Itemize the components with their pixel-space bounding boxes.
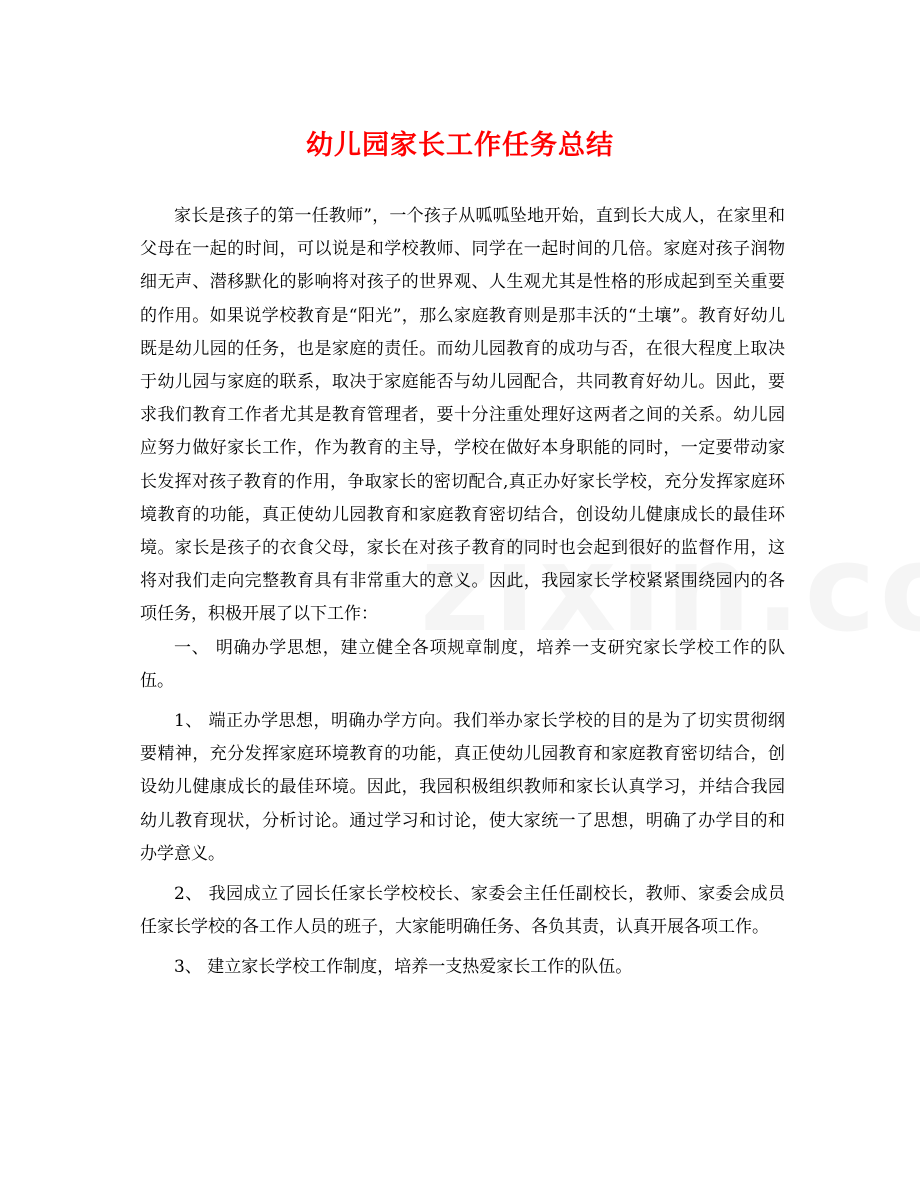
document-body (140, 200, 785, 985)
paragraph-item-3: 3、 建立家长学校工作制度，培养一支热爱家长工作的队伍。 (174, 957, 633, 978)
paragraph-item-2: 2、 我园成立了园长任家长学校校长、家委会主任任副校长，教师、家委会成员任家长学校的各工作人员的班子，大家能明确任务、各负其责，认真开展各项工作。 (140, 884, 785, 938)
paragraph-section-1: 一、 明确办学思想，建立健全各项规章制度，培养一支研究家长学校工作的队伍。 (140, 637, 785, 691)
page-title: 幼儿园家长工作任务总结 (306, 130, 614, 161)
paragraph-intro: 家长是孩子的第一任教师”，一个孩子从呱呱坠地开始，直到长大成人，在家里和父母在一起的时间，可以说是和学校教师、同学在一起时间的几倍。家庭对孩子润物细无声、潜移默化的影响将对孩子的世界观、人生观尤其是性格的形成起到至关重要的作用。如果说学校教育是“阳光”，那么家庭教育则是那丰沃的“土壤”。教育好幼儿既是幼儿园的任务，也是家庭的责任。而幼儿园教育的成功与否，在很大程度上取决于幼儿园与家庭的联系，取决于家庭能否与幼儿园配合，共同教育好幼儿。因此，要求我们教育工作者尤其是教育管理者，要十分注重处理好这两者之间的关系。幼儿园应努力做好家长工作，作为教育的主导，学校在做好本身职能的同时，一定要带动家长发挥对孩子教育的作用，争取家长的密切配合,真正办好家长学校，充分发挥家庭环境教育的功能，真正使幼儿园教育和家庭教育密切结合，创设幼儿健康成长的最佳环境。家长是孩子的衣食父母，家长在对孩子教育的同时也会起到很好的监督作用，这将对我们走向完整教育具有非常重大的意义。因此，我园家长学校紧紧围绕园内的各项任务，积极开展了以下工作： (140, 206, 785, 625)
paragraph-item-1: 1、 端正办学思想，明确办学方向。我们举办家长学校的目的是为了切实贯彻纲要精神，充分发挥家庭环境教育的功能，真正使幼儿园教育和家庭教育密切结合，创设幼儿健康成长的最佳环境。因此，我园积极组织教师和家长认真学习，并结合我园幼儿教育现状，分析讨论。通过学习和讨论，使大家统一了思想，明确了办学目的和办学意义。 (140, 711, 785, 864)
